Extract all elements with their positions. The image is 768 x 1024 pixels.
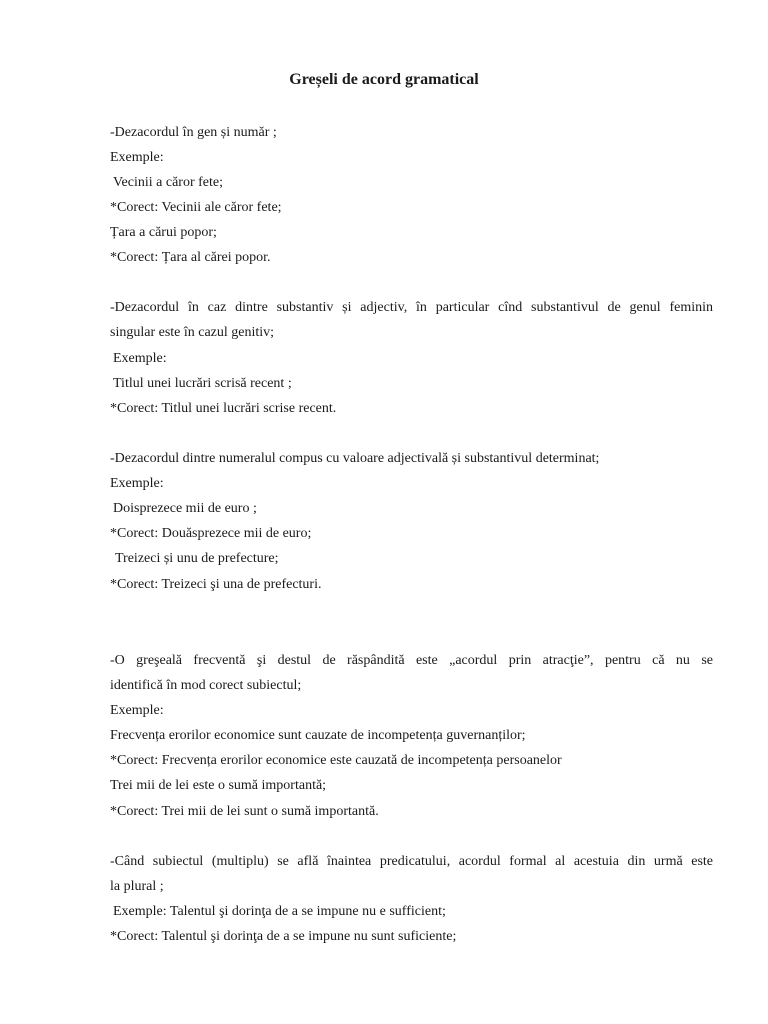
text-line: Treizeci și unu de prefecture; [115,551,279,566]
text-line: *Corect: Frecvența erorilor economice este cauzată de incompetența persoanelor [110,753,562,768]
text-line: -Dezacordul în caz dintre substantiv și adjectiv, în particular cînd substantivul de genul feminin [110,300,713,315]
text-line: *Corect: Treizeci şi una de prefecturi. [110,577,322,592]
text-line: Doisprezece mii de euro ; [113,501,257,516]
text-line: -O greşeală frecventă şi destul de răspândită este „acordul prin atracţie”, pentru că nu se [110,653,713,668]
text-line: Exemple: [110,150,164,165]
text-line: Titlul unei lucrări scrisă recent ; [113,376,292,391]
text-line: la plural ; [110,879,164,894]
document-title: Greșeli de acord gramatical [289,71,479,88]
text-line: singular este în cazul genitiv; [110,325,275,340]
text-line: *Corect: Douăsprezece mii de euro; [110,526,312,541]
text-line: *Corect: Talentul şi dorinţa de a se impune nu sunt suficiente; [110,929,457,944]
text-line: -Dezacordul în gen și număr ; [110,125,277,140]
text-line: Țara a cărui popor; [110,225,217,240]
text-line: -Când subiectul (multiplu) se află înaintea predicatului, acordul formal al acestuia din urmă este [110,854,713,869]
text-line: Exemple: [110,476,164,491]
text-line: *Corect: Titlul unei lucrări scrise recent. [110,401,337,416]
text-line: Trei mii de lei este o sumă importantă; [110,778,327,793]
text-line: *Corect: Vecinii ale căror fete; [110,200,282,215]
text-line: identifică în mod corect subiectul; [110,678,302,693]
text-line: -Dezacordul dintre numeralul compus cu valoare adjectivală și substantivul determinat; [110,451,600,466]
text-line: *Corect: Țara al cărei popor. [110,250,271,265]
text-line: Vecinii a căror fete; [113,175,223,190]
text-line: Exemple: [110,703,164,718]
text-line: Frecvența erorilor economice sunt cauzate de incompetența guvernanților; [110,728,526,743]
text-line: Exemple: [113,351,167,366]
text-line: Exemple: Talentul şi dorinţa de a se impune nu e sufficient; [113,904,446,919]
text-line: *Corect: Trei mii de lei sunt o sumă importantă. [110,804,379,819]
